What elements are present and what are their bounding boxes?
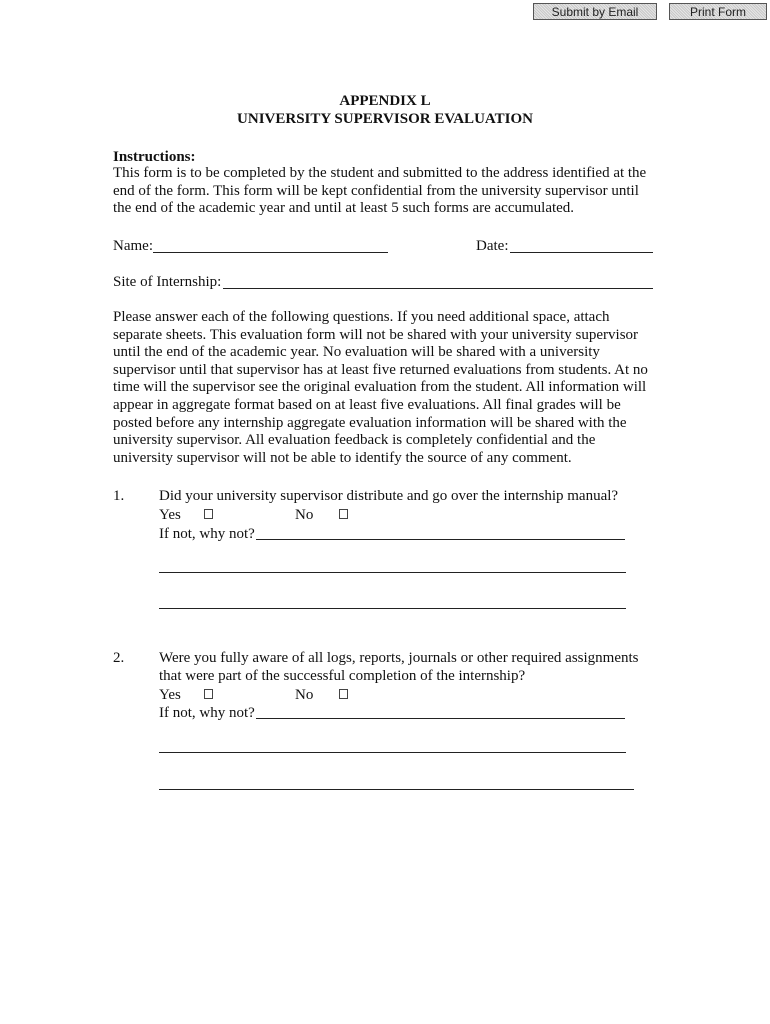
no-label: No [295, 687, 314, 703]
name-field[interactable] [153, 252, 388, 253]
question-2-text: that were part of the successful completion of the internship? [159, 668, 526, 684]
intro-line: supervisor until that supervisor has at least five returned evaluations from students. At no [113, 361, 648, 378]
date-field[interactable] [510, 252, 653, 253]
intro-paragraph [113, 309, 673, 467]
site-field[interactable] [223, 288, 653, 289]
yes-label: Yes [159, 687, 181, 703]
intro-line: posted before any internship aggregate evaluation information will be shared with the [113, 414, 627, 431]
name-label: Name: [113, 238, 153, 254]
site-label: Site of Internship: [113, 274, 222, 290]
instructions-text [113, 165, 663, 218]
instructions-heading: Instructions: [113, 149, 196, 165]
question-1-yes-checkbox[interactable] [204, 509, 213, 519]
instructions-line: end of the form. This form will be kept confidential from the university supervisor until [113, 182, 639, 199]
yes-label: Yes [159, 507, 181, 523]
question-2-no-checkbox[interactable] [339, 689, 348, 699]
intro-line: time will the supervisor see the original evaluation from the student. All information will [113, 379, 647, 396]
submit-by-email-button[interactable]: Submit by Email [533, 3, 657, 20]
question-1-no-checkbox[interactable] [339, 509, 348, 519]
question-1-answer-line[interactable] [159, 572, 626, 573]
question-number: 2. [113, 650, 125, 666]
question-1-answer-line[interactable] [159, 608, 626, 609]
intro-line: Please answer each of the following questions. If you need additional space, attach [113, 309, 610, 325]
question-1-answer-line[interactable] [256, 539, 625, 540]
question-2-text: Were you fully aware of all logs, reports, journals or other required assignments [159, 650, 639, 666]
instructions-line: This form is to be completed by the student and submitted to the address identified at the [113, 165, 647, 181]
page-title: UNIVERSITY SUPERVISOR EVALUATION [237, 111, 533, 127]
question-2-answer-line[interactable] [159, 789, 634, 790]
intro-line: university supervisor. All evaluation feedback is completely confidential and the [113, 432, 596, 449]
print-form-button[interactable]: Print Form [669, 3, 767, 20]
instructions-line: the end of the academic year and until at least 5 such forms are accumulated. [113, 200, 575, 217]
no-label: No [295, 507, 314, 523]
question-2-yes-checkbox[interactable] [204, 689, 213, 699]
intro-line: separate sheets. This evaluation form will not be shared with your university supervisor [113, 326, 639, 343]
intro-line: appear in aggregate format based on at least five evaluations. All final grades will be [113, 396, 621, 413]
question-2-answer-line[interactable] [256, 718, 625, 719]
why-not-label: If not, why not? [159, 526, 255, 542]
question-number: 1. [113, 488, 125, 504]
intro-line: until the end of the academic year. No evaluation will be shared with a university [113, 344, 600, 361]
date-label: Date: [476, 238, 509, 254]
why-not-label: If not, why not? [159, 705, 255, 721]
appendix-label: APPENDIX L [339, 93, 431, 109]
question-1-text: Did your university supervisor distribute and go over the internship manual? [159, 488, 619, 504]
question-2-answer-line[interactable] [159, 752, 626, 753]
intro-line: university supervisor will not be able to identify the source of any comment. [113, 449, 572, 466]
